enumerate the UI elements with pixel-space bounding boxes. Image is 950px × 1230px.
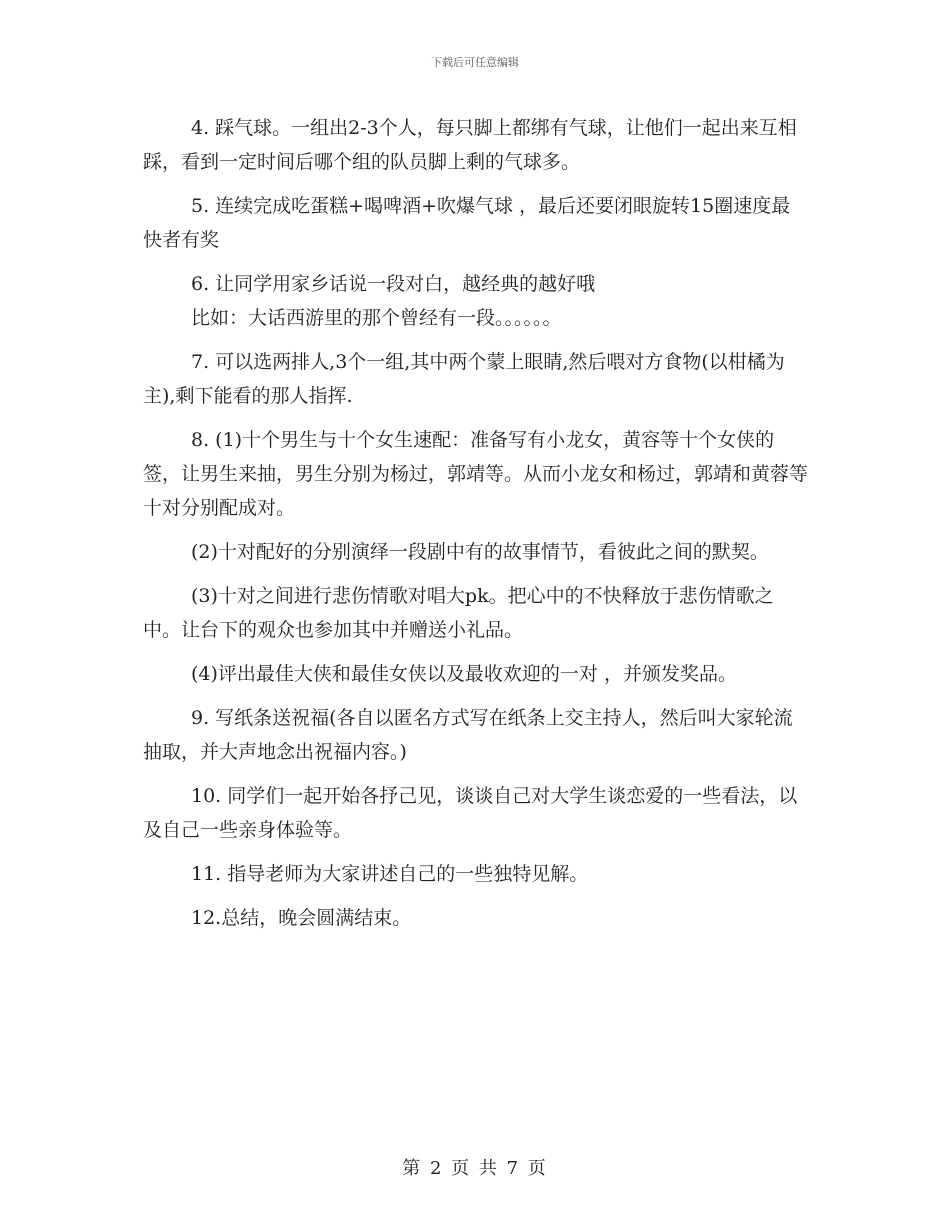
paragraph-item-7: 7. 可以选两排人,3个一组,其中两个蒙上眼睛,然后喂对方食物(以柑橘为主),剩下能看的那人指挥. — [143, 351, 785, 407]
paragraph-item-8-2: (2)十对配好的分别演绎一段剧中有的故事情节，看彼此之间的默契。 — [191, 541, 769, 563]
paragraph-item-6: 6. 让同学用家乡话说一段对白，越经典的越好哦 — [191, 273, 596, 295]
paragraph-item-9: 9. 写纸条送祝福(各自以匿名方式写在纸条上交主持人，然后叫大家轮流抽取，并大声地念出祝福内容。) — [143, 707, 793, 763]
paragraph-item-4: 4. 踩气球。一组出2-3个人，每只脚上都绑有气球，让他们一起出来互相踩，看到一定时间后哪个组的队员脚上剩的气球多。 — [143, 117, 797, 173]
paragraph-item-8-4: (4)评出最佳大侠和最佳女侠以及最收欢迎的一对 ，并颁发奖品。 — [191, 663, 737, 685]
paragraph-item-5: 5. 连续完成吃蛋糕+喝啤酒+吹爆气球 ，最后还要闭眼旋转15圈速度最快者有奖 — [143, 195, 791, 251]
paragraph-item-8-3: (3)十对之间进行悲伤情歌对唱大pk。把心中的不快释放于悲伤情歌之中。让台下的观众也参加其中并赠送小礼品。 — [143, 585, 774, 641]
page-footer: 第 2 页 共 7 页 — [402, 1158, 548, 1179]
paragraph-item-12: 12.总结，晚会圆满结束。 — [191, 907, 412, 929]
paragraph-item-11: 11. 指导老师为大家讲述自己的一些独特见解。 — [191, 863, 589, 885]
paragraph-item-6-example: 比如：大话西游里的那个曾经有一段。。。。。。 — [191, 307, 562, 329]
paragraph-item-10: 10. 同学们一起开始各抒己见，谈谈自己对大学生谈恋爱的一些看法，以及自己一些亲身体验等。 — [143, 785, 798, 841]
document-body — [143, 111, 808, 945]
page-header: 下载后可任意编辑 — [431, 56, 519, 69]
paragraph-item-8-1: 8. (1)十个男生与十个女生速配：准备写有小龙女，黄容等十个女侠的签，让男生来抽，男生分别为杨过，郭靖等。从而小龙女和杨过，郭靖和黄蓉等十对分别配成对。 — [143, 429, 809, 519]
